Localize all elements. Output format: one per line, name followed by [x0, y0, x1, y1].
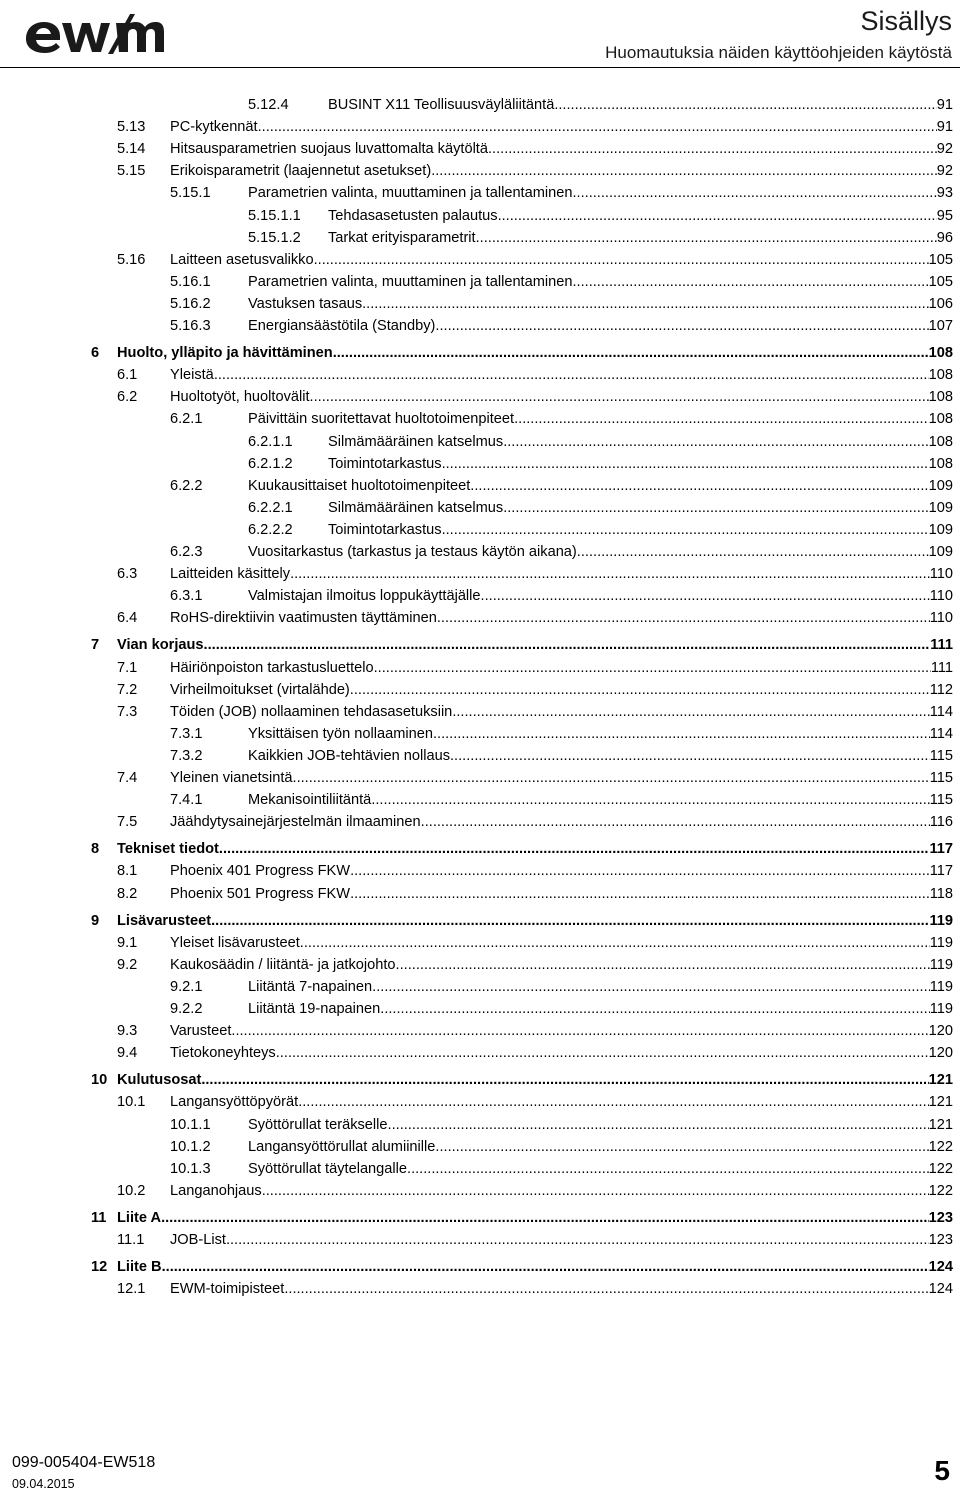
- toc-dot-leader: [442, 456, 929, 473]
- toc-entry[interactable]: [117, 114, 953, 136]
- toc-dot-leader: [435, 1139, 928, 1156]
- toc-dot-leader: [577, 544, 929, 561]
- toc-entry-title: Huoltotyöt, huoltovälit: [170, 389, 310, 406]
- toc-entry-number: 6.1: [117, 367, 138, 384]
- toc-entry-title: Langansyöttörullat alumiinille: [248, 1138, 436, 1155]
- toc-dot-leader: [298, 1094, 928, 1111]
- toc-entry-number: 8.1: [117, 863, 138, 880]
- toc-entry-page: 122: [928, 1160, 953, 1177]
- toc-dot-leader: [226, 1232, 929, 1249]
- toc-entry[interactable]: [91, 908, 953, 930]
- toc-entry-page: 108: [928, 367, 953, 384]
- toc-entry-page: 117: [929, 841, 953, 858]
- toc-entry-number: 5.16.1: [170, 273, 211, 290]
- toc-dot-leader: [211, 913, 929, 930]
- toc-entry-number: 9.2.2: [170, 1001, 203, 1017]
- toc-entry[interactable]: [170, 180, 953, 202]
- toc-entry-title: Parametrien valinta, muuttaminen ja tallentaminen: [248, 273, 573, 290]
- toc-dot-leader: [350, 886, 930, 903]
- toc-dot-leader: [214, 367, 929, 384]
- toc-entry-title: Liitäntä 19-napainen: [248, 1001, 381, 1017]
- toc-entry-page: 117: [929, 863, 953, 880]
- toc-dot-leader: [300, 935, 930, 952]
- toc-entry-number: 5.15.1: [170, 185, 211, 202]
- toc-dot-leader: [162, 1259, 929, 1276]
- toc-dot-leader: [442, 522, 929, 539]
- toc-entry-page: 108: [928, 411, 953, 428]
- toc-dot-leader: [514, 411, 929, 428]
- toc-entry-page: 91: [936, 119, 953, 136]
- toc-entry[interactable]: [117, 677, 953, 699]
- toc-entry[interactable]: [170, 996, 953, 1018]
- document-number: 099-005404-EW518: [12, 1454, 156, 1471]
- toc-entry-title: Syöttörullat täytelangalle: [248, 1160, 408, 1177]
- toc-entry[interactable]: [248, 495, 953, 517]
- toc-dot-leader: [314, 252, 929, 269]
- toc-dot-leader: [258, 119, 937, 136]
- toc-entry-number: 9.1: [117, 934, 138, 951]
- toc-dot-leader: [362, 296, 929, 313]
- toc-dot-leader: [503, 434, 928, 451]
- toc-entry-title: Yleistä: [170, 367, 214, 384]
- toc-entry-page: 119: [929, 978, 953, 995]
- toc-dot-leader: [431, 163, 937, 180]
- toc-entry-page: 109: [928, 544, 953, 560]
- toc-entry-page: 119: [929, 934, 953, 951]
- toc-entry-title: Energiansäästötila (Standby): [248, 318, 436, 334]
- toc-entry-number: 10.1.1: [170, 1116, 211, 1133]
- toc-entry-title: Häiriönpoiston tarkastusluettelo: [170, 659, 374, 676]
- toc-entry[interactable]: [170, 473, 953, 495]
- toc-entry-page: 110: [929, 610, 953, 627]
- toc-dot-leader: [284, 1281, 928, 1298]
- toc-entry-title: Laitteiden käsittely: [170, 566, 291, 583]
- toc-entry[interactable]: [170, 787, 953, 809]
- toc-entry[interactable]: [248, 429, 953, 451]
- toc-entry-number: 10.1.2: [170, 1138, 211, 1155]
- toc-dot-leader: [481, 588, 930, 605]
- toc-entry-title: Tehdasasetusten palautus: [328, 207, 498, 224]
- toc-entry-title: Vuositarkastus (tarkastus ja testaus käytön aikana): [248, 544, 577, 560]
- toc-entry[interactable]: [117, 247, 953, 269]
- toc-entry-title: Silmämääräinen katselmus: [328, 499, 504, 516]
- toc-entry-number: 7.3.1: [170, 725, 203, 742]
- toc-dot-leader: [476, 230, 937, 247]
- toc-dot-leader: [231, 1023, 928, 1040]
- toc-entry-number: 9.4: [117, 1045, 138, 1062]
- toc-entry-title: Päivittäin suoritettavat huoltotoimenpiteet: [248, 411, 515, 428]
- toc-entry-page: 108: [928, 455, 953, 472]
- toc-dot-leader: [554, 97, 936, 114]
- toc-entry-title: Silmämääräinen katselmus: [328, 433, 504, 450]
- toc-dot-leader: [407, 1161, 929, 1178]
- toc-dot-leader: [290, 566, 930, 583]
- toc-entry-page: 118: [929, 885, 953, 902]
- toc-entry[interactable]: [170, 313, 953, 335]
- toc-entry-title: Parametrien valinta, muuttaminen ja tallentaminen: [248, 185, 573, 202]
- page-subtitle: Huomautuksia näiden käyttöohjeiden käytöstä: [605, 43, 952, 62]
- toc-entry-page: 120: [928, 1023, 953, 1040]
- toc-entry-title: Langanohjaus: [170, 1182, 262, 1199]
- toc-entry-title: Laitteen asetusvalikko: [170, 251, 314, 268]
- toc-dot-leader: [201, 1072, 928, 1089]
- toc-entry-number: 6.2.3: [170, 544, 203, 560]
- toc-entry-page: 124: [928, 1281, 953, 1298]
- toc-dot-leader: [380, 1001, 929, 1018]
- toc-entry-number: 12.1: [117, 1281, 146, 1298]
- toc-entry-number: 5.14: [117, 141, 146, 158]
- toc-entry[interactable]: [91, 1067, 953, 1089]
- toc-entry-title: Langansyöttöpyörät: [170, 1094, 299, 1111]
- toc-entry-page: 115: [929, 792, 953, 809]
- document-date: 09.04.2015: [12, 1477, 75, 1491]
- toc-dot-leader: [276, 1045, 929, 1062]
- toc-entry[interactable]: [170, 721, 953, 743]
- toc-entry-number: 6.2.1.2: [248, 455, 293, 472]
- toc-entry-title: Kulutusosat: [117, 1072, 202, 1089]
- toc-entry-title: Vian korjaus: [117, 637, 204, 654]
- toc-entry-page: 92: [936, 163, 953, 180]
- toc-entry-title: PC-kytkennät: [170, 119, 258, 136]
- toc-dot-leader: [452, 704, 929, 721]
- toc-entry-number: 5.15.1.1: [248, 207, 301, 224]
- toc-entry-title: Valmistajan ilmoitus loppukäyttäjälle: [248, 588, 481, 605]
- toc-dot-leader: [396, 957, 930, 974]
- toc-entry[interactable]: [170, 269, 953, 291]
- toc-entry-number: 11: [91, 1209, 107, 1226]
- toc-entry-title: Lisävarusteet: [117, 912, 212, 929]
- toc-entry[interactable]: [170, 583, 953, 605]
- toc-entry[interactable]: [117, 1227, 953, 1249]
- toc-entry[interactable]: [117, 362, 953, 384]
- toc-dot-leader: [572, 185, 936, 202]
- toc-entry-title: Syöttörullat teräkselle: [248, 1116, 388, 1133]
- toc-entry[interactable]: [170, 1156, 953, 1178]
- toc-dot-leader: [293, 770, 930, 787]
- toc-entry-page: 122: [928, 1138, 953, 1155]
- toc-entry-number: 7.3.2: [170, 747, 203, 764]
- toc-entry-title: Hitsausparametrien suojaus luvattomalta käytöltä: [170, 141, 488, 158]
- toc-dot-leader: [435, 318, 928, 335]
- toc-entry[interactable]: [170, 974, 953, 996]
- toc-entry-number: 10.1.3: [170, 1160, 211, 1177]
- toc-entry-page: 119: [929, 912, 953, 929]
- toc-entry-number: 10.1: [117, 1094, 146, 1111]
- toc-entry[interactable]: [91, 836, 953, 858]
- toc-entry-title: Huolto, ylläpito ja hävittäminen: [117, 345, 333, 362]
- toc-entry-page: 124: [928, 1259, 953, 1276]
- toc-dot-leader: [350, 863, 930, 880]
- toc-entry-title: Vastuksen tasaus: [248, 295, 363, 312]
- toc-entry-number: 7.1: [117, 659, 138, 676]
- toc-dot-leader: [333, 345, 929, 362]
- toc-entry-page: 111: [930, 659, 953, 676]
- toc-dot-leader: [437, 610, 930, 627]
- toc-entry-number: 5.13: [117, 119, 146, 136]
- toc-dot-leader: [310, 389, 929, 406]
- toc-entry-title: Mekanisointiliitäntä: [248, 792, 372, 809]
- toc-dot-leader: [421, 814, 930, 831]
- header-divider: [0, 67, 960, 68]
- toc-entry-page: 106: [928, 295, 953, 312]
- toc-entry-title: Liitäntä 7-napainen: [248, 978, 373, 995]
- toc-entry[interactable]: [91, 1205, 953, 1227]
- toc-entry-title: Kaukosäädin / liitäntä- ja jatkojohto: [170, 956, 396, 973]
- toc-dot-leader: [204, 637, 931, 654]
- toc-dot-leader: [488, 141, 937, 158]
- toc-entry[interactable]: [248, 203, 953, 225]
- toc-entry-title: Jäähdytysainejärjestelmän ilmaaminen: [170, 814, 421, 831]
- toc-entry[interactable]: [170, 406, 953, 428]
- toc-entry[interactable]: [117, 809, 953, 831]
- toc-entry-page: 119: [929, 956, 953, 973]
- toc-entry-title: Liite A: [117, 1209, 162, 1226]
- toc-entry-number: 7.4: [117, 770, 138, 786]
- toc-entry-number: 6.2.1: [170, 411, 203, 428]
- page-title: Sisällys: [860, 6, 952, 36]
- toc-entry-title: Töiden (JOB) nollaaminen tehdasasetuksiin: [170, 703, 453, 720]
- toc-entry-number: 5.15.1.2: [248, 229, 301, 246]
- toc-entry[interactable]: [170, 291, 953, 313]
- toc-entry[interactable]: [117, 605, 953, 627]
- toc-entry-title: Kaikkien JOB-tehtävien nollaus: [248, 747, 450, 764]
- toc-entry-page: 108: [928, 433, 953, 450]
- toc-entry[interactable]: [117, 930, 953, 952]
- toc-entry-number: 7.3: [117, 703, 138, 720]
- toc-entry-page: 109: [928, 499, 953, 516]
- toc-dot-leader: [503, 500, 928, 517]
- toc-entry-number: 10.2: [117, 1182, 146, 1199]
- toc-entry-page: 122: [928, 1182, 953, 1199]
- toc-dot-leader: [498, 208, 937, 225]
- toc-entry[interactable]: [117, 561, 953, 583]
- toc-dot-leader: [388, 1117, 929, 1134]
- toc-dot-leader: [161, 1210, 929, 1227]
- toc-entry[interactable]: [117, 136, 953, 158]
- toc-entry-number: 9.2: [117, 956, 138, 973]
- toc-entry-number: 6.2.2.1: [248, 499, 293, 516]
- toc-entry[interactable]: [117, 1040, 953, 1062]
- toc-entry-number: 5.16.3: [170, 318, 211, 334]
- toc-entry-page: 93: [936, 185, 953, 202]
- toc-entry-page: 109: [928, 477, 953, 494]
- toc-entry-title: Varusteet: [170, 1023, 232, 1040]
- toc-entry-page: 110: [929, 566, 953, 583]
- toc-entry-number: 7.5: [117, 814, 138, 831]
- toc-entry-page: 121: [928, 1072, 953, 1089]
- toc-entry-page: 115: [929, 770, 953, 786]
- toc-entry-title: Yleinen vianetsintä: [170, 770, 293, 786]
- toc-entry-title: Yleiset lisävarusteet: [170, 934, 300, 951]
- toc-dot-leader: [433, 726, 930, 743]
- toc-dot-leader: [372, 979, 930, 996]
- toc-entry[interactable]: [170, 1112, 953, 1134]
- toc-entry[interactable]: [117, 765, 953, 787]
- toc-entry[interactable]: [248, 92, 953, 114]
- toc-entry-page: 110: [929, 588, 953, 605]
- toc-dot-leader: [371, 792, 929, 809]
- toc-entry-number: 8.2: [117, 885, 138, 902]
- toc-entry-title: Liite B: [117, 1259, 162, 1276]
- toc-dot-leader: [374, 660, 931, 677]
- toc-entry-title: Toimintotarkastus: [328, 455, 442, 472]
- toc-entry-page: 109: [928, 521, 953, 538]
- toc-entry-title: Tekniset tiedot: [117, 841, 219, 858]
- toc-entry-title: Erikoisparametrit (laajennetut asetukset): [170, 163, 432, 180]
- toc-entry-page: 105: [928, 251, 953, 268]
- toc-entry-number: 10: [91, 1072, 108, 1089]
- toc-entry-number: 5.15: [117, 163, 146, 180]
- toc-entry[interactable]: [248, 225, 953, 247]
- toc-entry-title: Virheilmoitukset (virtalähde): [170, 681, 350, 698]
- toc-entry[interactable]: [117, 384, 953, 406]
- toc-dot-leader: [450, 748, 930, 765]
- toc-dot-leader: [219, 841, 930, 858]
- toc-entry-page: 119: [929, 1001, 953, 1017]
- toc-entry[interactable]: [248, 517, 953, 539]
- toc-entry[interactable]: [170, 743, 953, 765]
- toc-entry[interactable]: [170, 1134, 953, 1156]
- toc-dot-leader: [350, 682, 930, 699]
- toc-entry-page: 121: [928, 1094, 953, 1111]
- toc-entry-title: Kuukausittaiset huoltotoimenpiteet: [248, 477, 471, 494]
- toc-entry-number: 5.12.4: [248, 97, 289, 113]
- toc-entry[interactable]: [170, 539, 953, 561]
- toc-entry-page: 91: [936, 97, 953, 113]
- toc-entry-page: 95: [936, 207, 953, 224]
- toc-entry-number: 7.4.1: [170, 792, 203, 809]
- toc-entry-page: 123: [928, 1209, 953, 1226]
- toc-entry[interactable]: [117, 699, 953, 721]
- toc-entry-number: 8: [91, 841, 100, 858]
- toc-entry-number: 6.3: [117, 566, 138, 583]
- toc-entry-number: 6: [91, 345, 100, 362]
- toc-entry[interactable]: [117, 858, 953, 880]
- toc-entry[interactable]: [117, 158, 953, 180]
- toc-entry[interactable]: [117, 1276, 953, 1298]
- toc-entry-title: JOB-List: [170, 1232, 226, 1248]
- toc-entry-number: 9: [91, 912, 100, 929]
- toc-entry[interactable]: [91, 632, 953, 654]
- toc-entry-page: 120: [928, 1045, 953, 1062]
- toc-entry[interactable]: [117, 1018, 953, 1040]
- toc-entry-number: 12: [91, 1259, 108, 1276]
- toc-entry-title: RoHS-direktiivin vaatimusten täyttäminen: [170, 610, 437, 627]
- toc-dot-leader: [572, 274, 928, 291]
- toc-dot-leader: [262, 1183, 929, 1200]
- toc-entry[interactable]: [117, 1089, 953, 1111]
- toc-entry-number: 6.2: [117, 389, 138, 406]
- toc-entry[interactable]: [248, 451, 953, 473]
- toc-entry-page: 112: [929, 681, 953, 698]
- toc-entry[interactable]: [117, 881, 953, 903]
- toc-entry[interactable]: [117, 952, 953, 974]
- toc-entry-title: Tietokoneyhteys: [170, 1045, 276, 1062]
- toc-entry-title: Phoenix 401 Progress FKW: [170, 863, 351, 880]
- toc-entry-number: 6.3.1: [170, 588, 203, 605]
- toc-entry-title: BUSINT X11 Teollisuusväyläliitäntä: [328, 97, 555, 113]
- toc-entry-page: 121: [928, 1116, 953, 1133]
- toc-entry-number: 11.1: [117, 1232, 145, 1248]
- toc-entry-page: 108: [928, 389, 953, 406]
- toc-entry-number: 7: [91, 637, 100, 654]
- toc-entry[interactable]: [117, 1178, 953, 1200]
- toc-entry-page: 114: [929, 703, 953, 720]
- toc-dot-leader: [470, 478, 928, 495]
- toc-entry-page: 107: [928, 318, 953, 334]
- toc-entry-number: 5.16.2: [170, 295, 211, 312]
- page-number: 5: [934, 1455, 950, 1486]
- toc-entry-number: 9.2.1: [170, 978, 203, 995]
- toc-entry-number: 6.2.2: [170, 477, 203, 494]
- toc-entry-number: 6.2.1.1: [248, 433, 293, 450]
- toc-entry-number: 6.2.2.2: [248, 521, 293, 538]
- toc-entry-page: 105: [928, 273, 953, 290]
- toc-entry-title: Toimintotarkastus: [328, 521, 442, 538]
- toc-entry-number: 5.16: [117, 251, 146, 268]
- toc-entry-number: 7.2: [117, 681, 138, 698]
- toc-entry-number: 9.3: [117, 1023, 138, 1040]
- toc-entry-page: 108: [928, 345, 953, 362]
- toc-entry-page: 92: [936, 141, 953, 158]
- toc-entry-title: Phoenix 501 Progress FKW: [170, 885, 351, 902]
- toc-entry[interactable]: [117, 655, 953, 677]
- toc-entry-title: EWM-toimipisteet: [170, 1281, 285, 1298]
- ewm-logo: [24, 14, 164, 54]
- toc-entry[interactable]: [91, 340, 953, 362]
- toc-entry-page: 114: [929, 725, 953, 742]
- toc-entry-page: 115: [929, 747, 953, 764]
- toc-entry-page: 111: [930, 637, 953, 654]
- toc-entry[interactable]: [91, 1254, 953, 1276]
- toc-entry-page: 96: [936, 229, 953, 246]
- toc-entry-number: 6.4: [117, 610, 138, 627]
- toc-entry-page: 123: [928, 1232, 953, 1248]
- toc-entry-title: Tarkat erityisparametrit: [328, 229, 476, 246]
- toc-entry-title: Yksittäisen työn nollaaminen: [248, 725, 433, 742]
- toc-entry-page: 116: [929, 814, 953, 831]
